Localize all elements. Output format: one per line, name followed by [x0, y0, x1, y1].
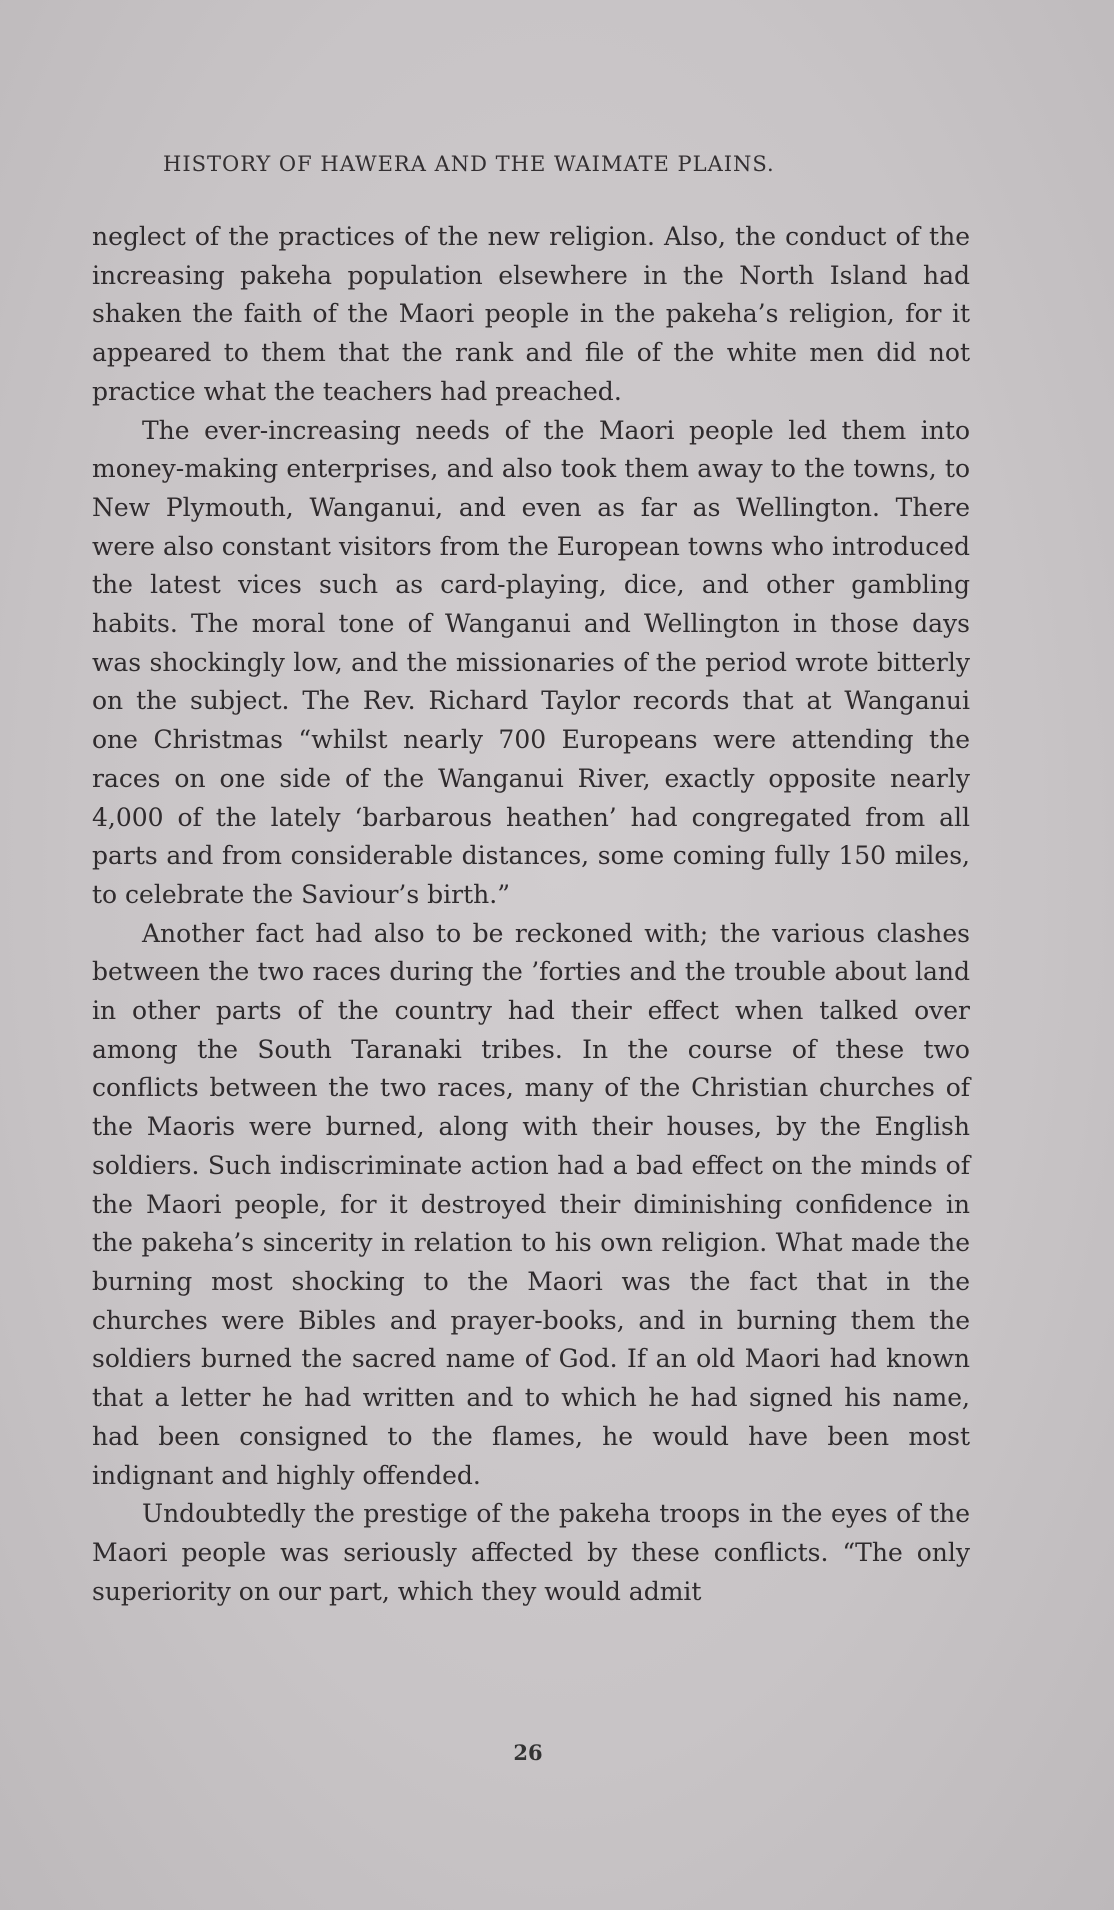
paragraph-continued: neglect of the practices of the new religion. Also, the conduct of the increasing pakeha population elsewhere in the North Island had shaken the faith of the Maori people in the pakeha’s religion, for it appeared to them that the rank and file of the white men did not practice what the teachers had preached.	[92, 222, 970, 406]
paragraph: The ever-increasing needs of the Maori people led them into money-making enterprises, and also took them away to the towns, to New Plymouth, Wanganui, and even as far as Wellington. There were also constant visitors from the European towns who introduced the latest vices such as card-playing, dice, and other gambling habits. The moral tone of Wanganui and Wellington in those days was shockingly low, and the missionaries of the period wrote bitterly on the subject. The Rev. Richard Taylor records that at Wanganui one Christmas “whilst nearly 700 Europeans were attending the races on one side of the Wanganui River, exactly opposite nearly 4,000 of the lately ‘barbarous heathen’ had congregated from all parts and from considerable distances, some coming fully 150 miles, to celebrate the Saviour’s birth.”	[92, 415, 970, 909]
page-number: 26	[513, 1740, 543, 1765]
paragraph: Another fact had also to be reckoned with; the various clashes between the two races during the ’forties and the trouble about land in other parts of the country had their effect when talked over among the South Taranaki tribes. In the course of these two conflicts between the two races, many of the Christian churches of the Maoris were burned, along with their houses, by the English soldiers. Such indiscriminate action had a bad effect on the minds of the Maori people, for it destroyed their diminishing confidence in the pakeha’s sincerity in relation to his own religion. What made the burning most shocking to the Maori was the fact that in the churches were Bibles and prayer-books, and in burning them the soldiers burned the sacred name of God. If an old Maori had known that a letter he had written and to which he had signed his name, had been consigned to the flames, he would have been most indignant and highly offended.	[92, 918, 970, 1490]
running-head: HISTORY OF HAWERA AND THE WAIMATE PLAINS.	[163, 152, 775, 176]
body-text	[92, 218, 970, 1611]
paragraph: Undoubtedly the prestige of the pakeha troops in the eyes of the Maori people was seriously affected by these conflicts. “The only superiority on our part, which they would admit	[92, 1499, 970, 1606]
